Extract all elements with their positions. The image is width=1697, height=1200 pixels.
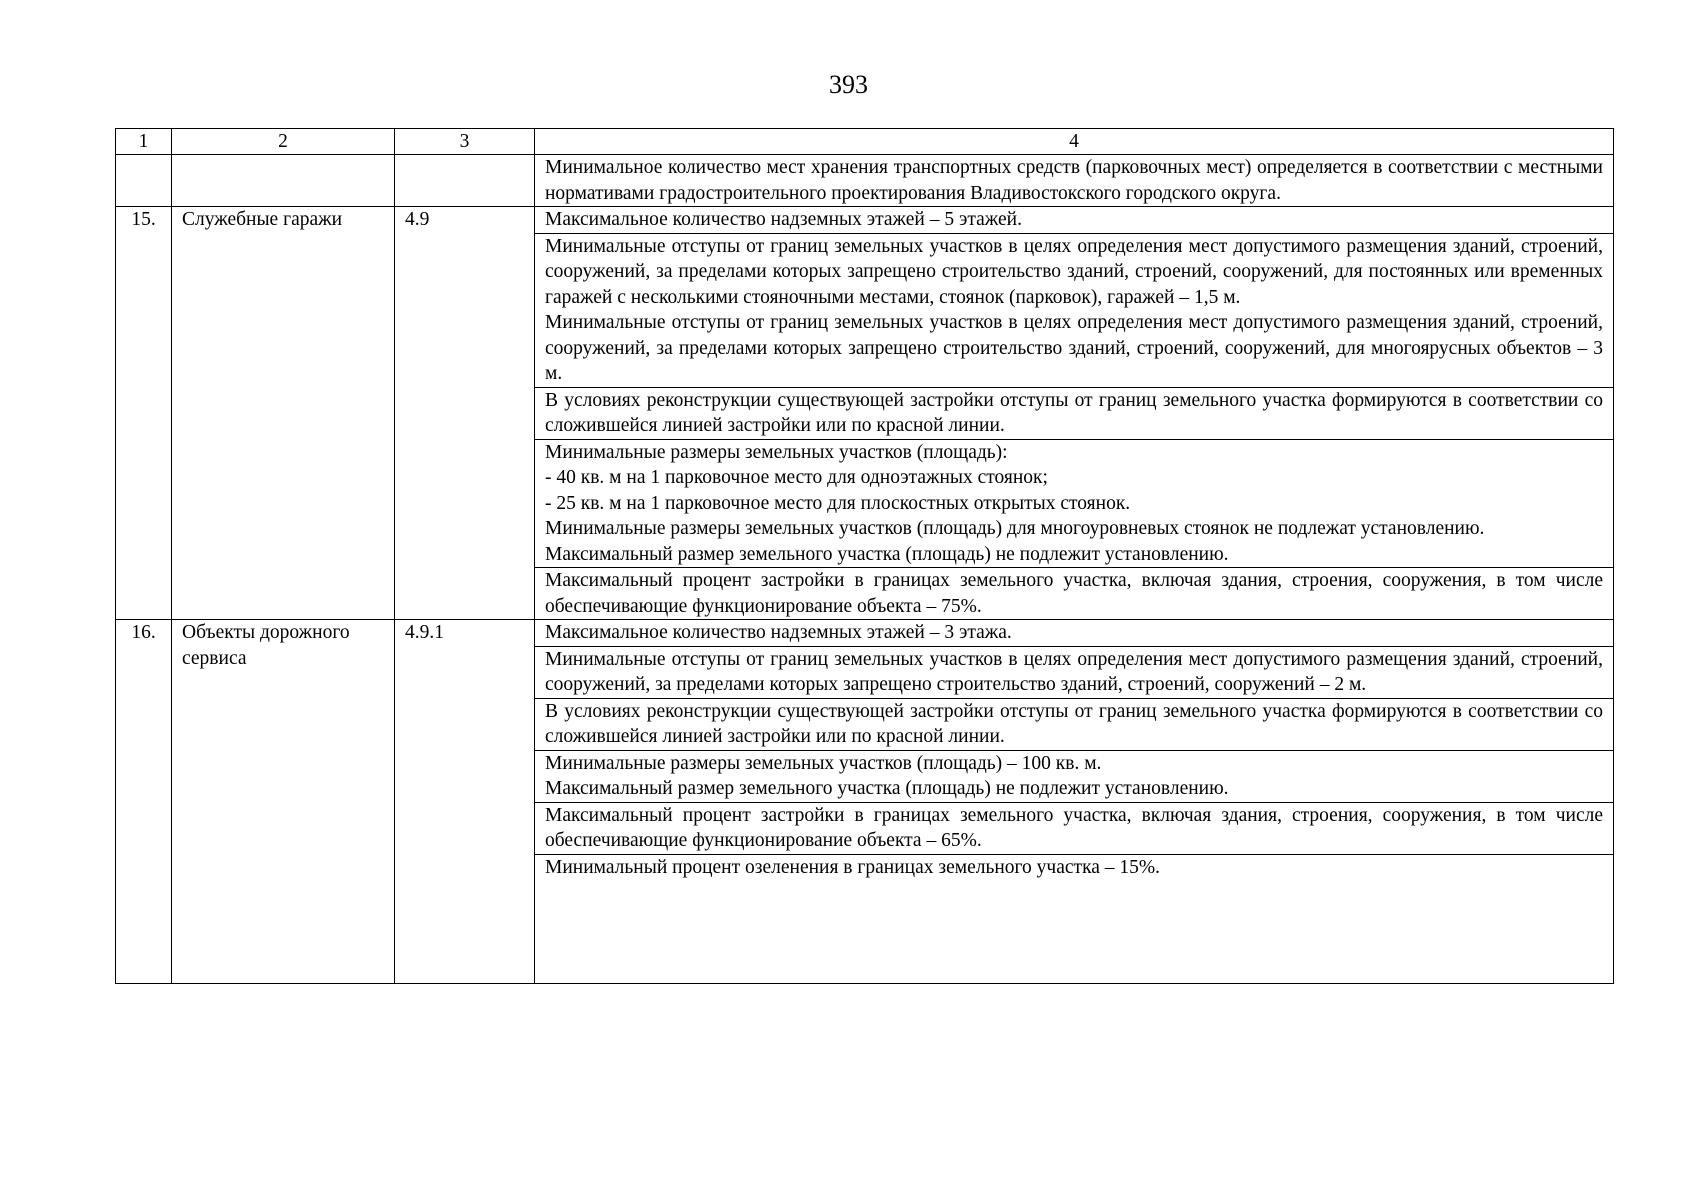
parameter-text: - 40 кв. м на 1 парковочное место для одноэтажных стоянок; xyxy=(545,467,1048,488)
parameter-text: Максимальное количество надземных этажей – 5 этажей. xyxy=(545,209,1022,230)
continuation-row xyxy=(116,155,1614,207)
use-type-name: Объекты дорожного сервиса xyxy=(172,620,395,984)
parameter-text: Максимальный размер земельного участка (площадь) не подлежит установлению. xyxy=(545,778,1229,799)
use-type-name: Служебные гаражи xyxy=(172,207,395,620)
table-row xyxy=(116,207,1614,234)
parameter-text: Минимальные отступы от границ земельных участков в целях определения мест допустимого размещения зданий, строений, сооружений, за пределами которых запрещено строительство зданий, строений, сооружений, для постоянных или временных гаражей с несколькими стояночными местами, стоянок (парковок), гаражей – 1,5 м. xyxy=(545,235,1603,308)
parameter-text: В условиях реконструкции существующей застройки отступы от границ земельного участка формируются в соответствии со сложившейся линией застройки или по красной линии. xyxy=(545,389,1603,436)
page-number: 393 xyxy=(829,70,868,99)
empty-cell xyxy=(116,155,172,207)
parameter-text: Минимальный процент озеленения в границах земельного участка – 15%. xyxy=(545,856,1161,878)
parameter-cell xyxy=(535,233,1614,387)
parameter-text: Минимальные отступы от границ земельных участков в целях определения мест допустимого размещения зданий, строений, сооружений, за пределами которых запрещено строительство зданий, строений, сооружений, для многоярусных объектов – 3 м. xyxy=(545,312,1603,384)
parameter-text: - 25 кв. м на 1 парковочное место для плоскостных открытых стоянок. xyxy=(545,492,1131,514)
parameter-cell: Минимальное количество мест хранения транспортных средств (парковочных мест) определяется в соответствии с местными нормативами градостроительного проектирования Владивостокского городского округа. xyxy=(535,155,1614,207)
parameter-cell xyxy=(535,698,1614,750)
header-cell-2: 2 xyxy=(172,129,395,155)
parameter-cell xyxy=(535,802,1614,854)
parameter-text: Максимальный процент застройки в границах земельного участка, включая здания, строения, сооружения, в том числе обеспечивающие функционирование объекта – 75%. xyxy=(545,570,1603,617)
parameter-text: Максимальный процент застройки в границах земельного участка, включая здания, строения, сооружения, в том числе обеспечивающие функционирование объекта – 65%. xyxy=(545,804,1603,851)
parameter-text: Минимальные размеры земельных участков (площадь) – 100 кв. м. xyxy=(545,752,1102,774)
header-row xyxy=(116,129,1614,155)
use-type-code: 4.9 xyxy=(395,207,535,620)
parameter-text: В условиях реконструкции существующей застройки отступы от границ земельного участка формируются в соответствии со сложившейся линией застройки или по красной линии. xyxy=(545,700,1603,747)
parameter-cell xyxy=(535,207,1614,234)
row-number: 16. xyxy=(116,620,172,984)
parameter-cell xyxy=(535,387,1614,439)
empty-cell xyxy=(395,155,535,207)
header-cell-1: 1 xyxy=(116,129,172,155)
parameter-cell xyxy=(535,750,1614,802)
regulations-table xyxy=(115,128,1614,984)
parameter-cell xyxy=(535,439,1614,568)
parameter-cell xyxy=(535,854,1614,983)
use-type-code: 4.9.1 xyxy=(395,620,535,984)
empty-cell xyxy=(172,155,395,207)
header-cell-3: 3 xyxy=(395,129,535,155)
parameter-text: Максимальный размер земельного участка (площадь) не подлежит установлению. xyxy=(545,543,1229,565)
row-number: 15. xyxy=(116,207,172,620)
parameter-text: Минимальные отступы от границ земельных участков в целях определения мест допустимого размещения зданий, строений, сооружений, за пределами которых запрещено строительство зданий, строений, сооружений – 2 м. xyxy=(545,648,1603,695)
header-cell-4: 4 xyxy=(535,129,1614,155)
parameter-text: Минимальные размеры земельных участков (площадь) для многоуровневых стоянок не подлежат установлению. xyxy=(545,518,1485,539)
table-row xyxy=(116,620,1614,647)
parameter-cell xyxy=(535,620,1614,647)
parameter-cell xyxy=(535,646,1614,698)
parameter-text: Минимальные размеры земельных участков (площадь): xyxy=(545,441,1008,463)
parameter-cell xyxy=(535,568,1614,620)
parameter-text: Максимальное количество надземных этажей – 3 этажа. xyxy=(545,622,1012,643)
